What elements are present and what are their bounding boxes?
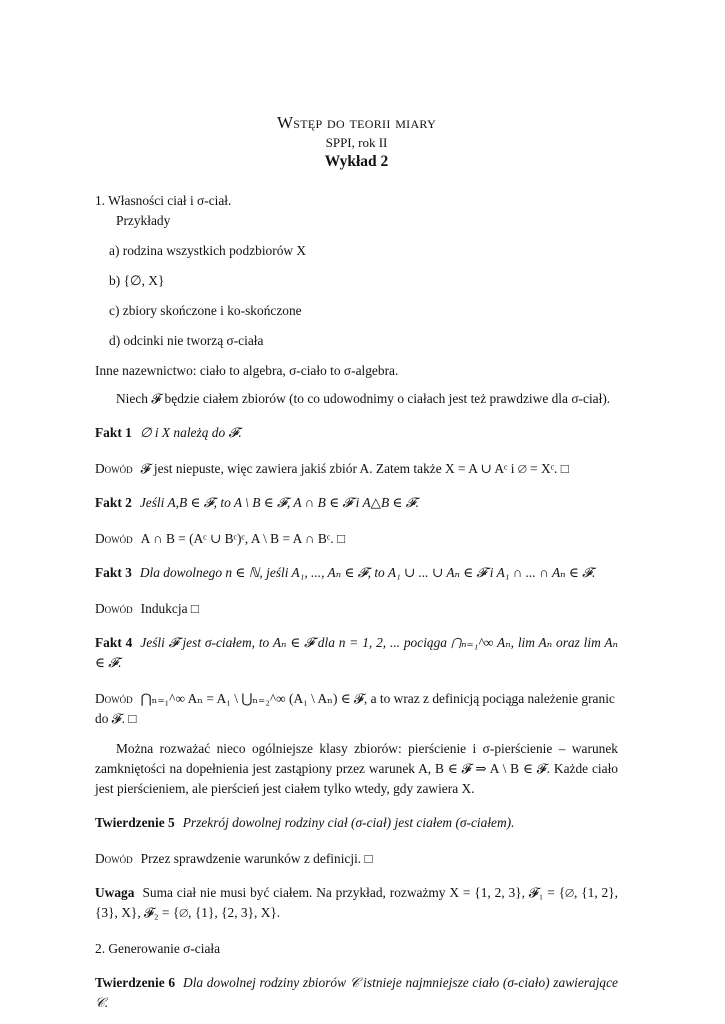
fact-2 bbox=[95, 493, 618, 513]
fact-4 bbox=[95, 633, 618, 673]
section-heading-1: 1. Własności ciał i σ-ciał. bbox=[95, 193, 232, 208]
fact-text: Jeśli A,B ∈ 𝓕, to A \ B ∈ 𝓕, A ∩ B ∈ 𝓕 i A△B ∈ 𝓕. bbox=[139, 495, 420, 510]
proof-1 bbox=[95, 459, 618, 479]
document-page bbox=[95, 112, 618, 1013]
theorem-6 bbox=[95, 973, 618, 1013]
list-item: b) {∅, X} bbox=[109, 273, 165, 288]
rings-paragraph: Można rozważać nieco ogólniejsze klasy zbiorów: pierścienie i σ-pierścienie – warunek zamkniętości na dopełnienia jest zastąpiony przez warunek A, B ∈ 𝓕 ⇒ A \ B ∈ 𝓕. Każde ciało jest pierścieniem, ale pierścień jest ciałem tylko wtedy, gdy zawiera X. bbox=[95, 741, 618, 796]
fact-1 bbox=[95, 423, 618, 443]
proof-text: 𝓕 jest niepuste, więc zawiera jakiś zbiór A. Zatem także X = A ∪ Aᶜ i ∅ = Xᶜ. □ bbox=[140, 461, 569, 476]
lecture-number: Wykład 2 bbox=[324, 153, 389, 170]
list-item: d) odcinki nie tworzą σ-ciała bbox=[109, 333, 264, 348]
proof-text: Przez sprawdzenie warunków z definicji. □ bbox=[140, 851, 373, 866]
fact-label: Fakt 1 bbox=[95, 425, 132, 440]
fact-label: Fakt 3 bbox=[95, 565, 132, 580]
remark-text: Suma ciał nie musi być ciałem. Na przykład, rozważmy X = {1, 2, 3}, 𝓕₁ = {∅, {1, 2}, {3}, X}, 𝓕₂ = {∅, {1}, {2, 3}, X}. bbox=[95, 885, 618, 920]
fact-label: Fakt 4 bbox=[95, 635, 133, 650]
intro-paragraph: Niech 𝓕 będzie ciałem zbiorów (to co udowodnimy o ciałach jest też prawdziwe dla σ-ciał). bbox=[116, 391, 611, 406]
proof-5 bbox=[95, 849, 618, 869]
proof-label: Dowód bbox=[95, 461, 133, 476]
theorem-text: Przekrój dowolnej rodziny ciał (σ-ciał) jest ciałem (σ-ciałem). bbox=[182, 815, 515, 830]
section-heading-2: 2. Generowanie σ-ciała bbox=[95, 941, 221, 956]
proof-3 bbox=[95, 599, 618, 619]
document-title: Wstęp do teorii miary bbox=[276, 113, 437, 132]
theorem-label: Twierdzenie 5 bbox=[95, 815, 175, 830]
proof-label: Dowód bbox=[95, 691, 133, 706]
proof-text: A ∩ B = (Aᶜ ∪ Bᶜ)ᶜ, A \ B = A ∩ Bᶜ. □ bbox=[140, 531, 346, 546]
theorem-text: Dla dowolnej rodziny zbiorów 𝒞 istnieje najmniejsze ciało (σ-ciało) zawierające 𝒞. bbox=[95, 975, 618, 1010]
examples-list bbox=[95, 241, 618, 351]
proof-text: ⋂ₙ₌₁^∞ Aₙ = A₁ \ ⋃ₙ₌₂^∞ (A₁ \ Aₙ) ∈ 𝓕, a to wraz z definicją pociąga należenie granic do 𝓕. □ bbox=[95, 691, 615, 726]
remark bbox=[95, 883, 618, 923]
document-header bbox=[95, 112, 618, 173]
proof-label: Dowód bbox=[95, 851, 133, 866]
remark-label: Uwaga bbox=[95, 885, 135, 900]
fact-text: ∅ i X należą do 𝓕. bbox=[139, 425, 242, 440]
proof-4 bbox=[95, 689, 618, 729]
proof-text: Indukcja □ bbox=[140, 601, 199, 616]
theorem-label: Twierdzenie 6 bbox=[95, 975, 176, 990]
fact-3 bbox=[95, 563, 618, 583]
proof-label: Dowód bbox=[95, 531, 133, 546]
list-item: a) rodzina wszystkich podzbiorów X bbox=[109, 243, 307, 258]
list-item: c) zbiory skończone i ko-skończone bbox=[109, 303, 302, 318]
naming-note: Inne nazewnictwo: ciało to algebra, σ-ciało to σ-algebra. bbox=[95, 363, 399, 378]
theorem-5 bbox=[95, 813, 618, 833]
proof-label: Dowód bbox=[95, 601, 133, 616]
fact-text: Dla dowolnego n ∈ ℕ, jeśli A₁, ..., Aₙ ∈ 𝓕, to A₁ ∪ ... ∪ Aₙ ∈ 𝓕 i A₁ ∩ ... ∩ Aₙ ∈ 𝓕. bbox=[139, 565, 596, 580]
examples-label: Przykłady bbox=[116, 213, 171, 228]
fact-text: Jeśli 𝓕 jest σ-ciałem, to Aₙ ∈ 𝓕 dla n = 1, 2, ... pociąga ⋂ₙ₌₁^∞ Aₙ, lim Aₙ oraz lim Aₙ ∈ 𝓕. bbox=[95, 635, 618, 670]
fact-label: Fakt 2 bbox=[95, 495, 132, 510]
proof-2 bbox=[95, 529, 618, 549]
document-subtitle: SPPI, rok II bbox=[325, 135, 388, 150]
